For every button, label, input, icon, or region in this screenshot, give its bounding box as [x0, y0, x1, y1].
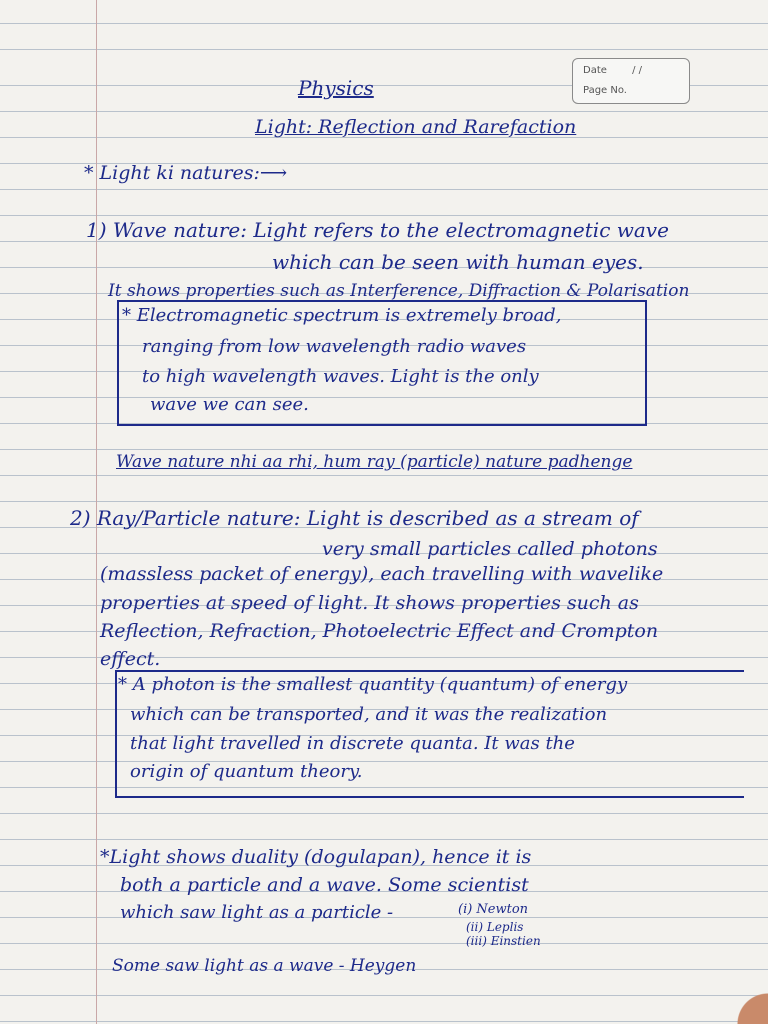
page-title: Physics [298, 76, 374, 100]
duality-line: which saw light as a particle - [120, 902, 394, 923]
photon-box-line: that light travelled in discrete quanta. It was the [130, 733, 575, 754]
scientist-name: (iii) Einstien [466, 934, 541, 948]
particle-line: Reflection, Refraction, Photoelectric Effect and Crompton [100, 620, 659, 642]
date-page-box [572, 58, 690, 104]
particle-line: very small particles called photons [322, 538, 658, 560]
photon-box-line: origin of quantum theory. [130, 761, 363, 782]
wave-scientist-line: Some saw light as a wave - Heygen [112, 956, 417, 976]
particle-line: 2) Ray/Particle nature: Light is described as a stream of [70, 506, 639, 530]
page-subtitle: Light: Reflection and Rarefaction [255, 116, 577, 138]
scientist-name: (ii) Leplis [466, 920, 524, 934]
particle-line: effect. [100, 648, 161, 670]
wave-note: Wave nature nhi aa rhi, hum ray (particle) nature padhenge [116, 452, 633, 472]
scientist-name: (i) Newton [458, 902, 529, 917]
page-no-label: Page No. [583, 85, 627, 96]
wave-line-2: which can be seen with human eyes. [272, 250, 644, 274]
duality-line: *Light shows duality (dogulapan), hence it is [100, 846, 532, 868]
section-heading: * Light ki natures:⟶ [84, 162, 288, 184]
spectrum-box-line: wave we can see. [150, 394, 309, 415]
spectrum-box-line: ranging from low wavelength radio waves [142, 336, 527, 357]
wave-line-1: 1) Wave nature: Light refers to the electromagnetic wave [86, 218, 669, 242]
spectrum-box-line: * Electromagnetic spectrum is extremely broad, [122, 305, 562, 326]
wave-line-3: It shows properties such as Interference, Diffraction & Polarisation [108, 281, 690, 301]
photon-box-line: which can be transported, and it was the realization [130, 704, 608, 725]
particle-line: (massless packet of energy), each travelling with wavelike [100, 563, 664, 585]
particle-line: properties at speed of light. It shows properties such as [100, 592, 639, 614]
spectrum-box-line: to high wavelength waves. Light is the only [142, 366, 539, 387]
date-row: Date / / [583, 65, 643, 76]
photon-box-line: * A photon is the smallest quantity (quantum) of energy [118, 674, 628, 695]
duality-line: both a particle and a wave. Some scientist [120, 874, 529, 896]
finger-shadow [678, 984, 768, 1024]
